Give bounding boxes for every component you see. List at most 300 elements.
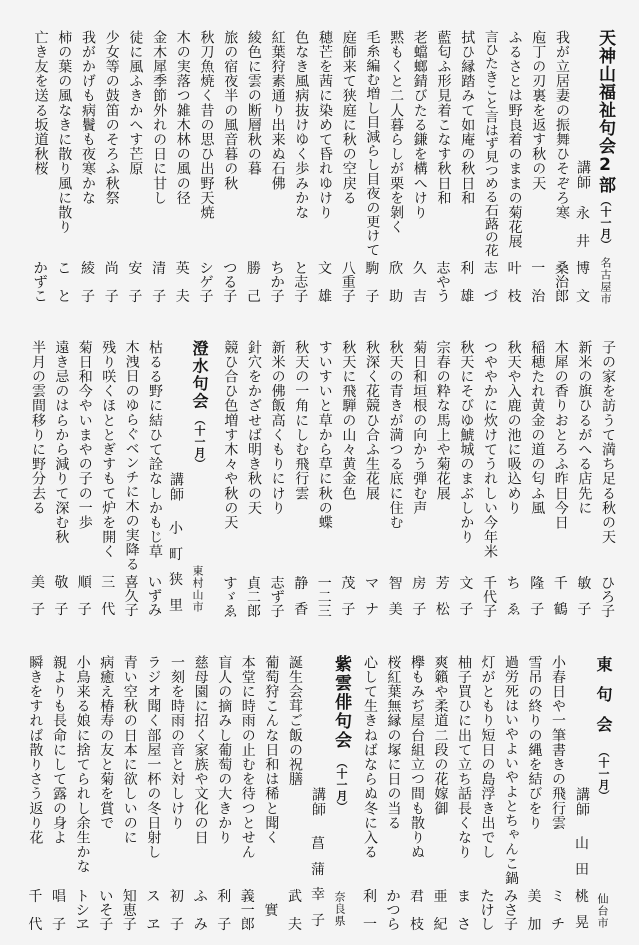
haiku-author (454, 890, 474, 932)
name-char: 房 (412, 576, 427, 592)
haiku-entry (73, 0, 93, 945)
name-char: 子 (124, 603, 139, 619)
haiku-entry (167, 0, 187, 945)
name-char: 亜 (433, 889, 448, 905)
haiku-text: 枯るる野に結ひて詮なしかもじ草 (147, 340, 163, 559)
name-char: 八 (341, 261, 356, 277)
name-char: 子 (54, 602, 69, 618)
haiku-text: 欅もみぢ屋台組立つ間も散りぬ (409, 655, 425, 860)
name-char: 子 (459, 602, 474, 618)
name-char: 叶 (507, 261, 522, 277)
name-char: 茂 (341, 576, 356, 592)
haiku-entry (49, 0, 72, 945)
name-char: 助 (389, 289, 404, 305)
name-char: 子 (104, 289, 119, 305)
name-char: 敏 (577, 576, 592, 592)
lecturer-name (572, 837, 592, 930)
name-char: 子 (217, 917, 232, 933)
name-char: 敬 (54, 575, 69, 591)
name-char: 芳 (435, 576, 450, 592)
name-char: 桑 (555, 261, 569, 277)
haiku-entry (407, 0, 427, 945)
haiku-text: 雪吊の終りの縄を結びをり (526, 655, 543, 831)
name-char: 小 (169, 521, 183, 537)
name-char: し (480, 917, 495, 933)
name-char: 利 (460, 261, 475, 277)
name-char: 駒 (365, 261, 380, 277)
name-char: 狭 (169, 572, 183, 589)
name-char: み (193, 917, 208, 933)
name-char: 美 (31, 575, 45, 591)
haiku-entry (120, 0, 143, 945)
haiku-author (214, 890, 234, 932)
name-char: 志 (483, 261, 498, 277)
haiku-text: 針穴をかざせば明き秋の天 (246, 340, 262, 516)
name-char: さ (504, 903, 518, 919)
name-char: こ (57, 261, 72, 277)
haiku-text: 青い空秋の日本に欲しいのに (121, 655, 138, 845)
haiku-text: 秋天にそびゆ鯱城のまぶしかり (458, 340, 475, 545)
name-char: 子 (223, 289, 238, 305)
name-char: ト (75, 889, 90, 905)
haiku-text: 秋深く花競ひ合ふ生花展 (364, 340, 380, 501)
name-char: 子 (341, 289, 356, 305)
haiku-text: 宗春の粋な馬上や菊花展 (434, 340, 451, 501)
haiku-text: 盲人の摘みし葡萄の大きかり (216, 655, 233, 845)
name-char: 吉 (412, 289, 427, 305)
name-char: 町 (169, 546, 183, 563)
name-char: み (504, 889, 518, 905)
name-char: 治 (531, 289, 546, 305)
haiku-entry (261, 0, 281, 945)
name-char: ゞ (223, 590, 238, 606)
name-char: ゑ (223, 604, 238, 620)
name-char: 子 (270, 604, 285, 620)
name-char: 枝 (410, 917, 424, 933)
name-char: 子 (128, 289, 143, 305)
name-char: 子 (270, 289, 285, 305)
name-char: 子 (412, 602, 427, 618)
name-char: ス (146, 889, 161, 905)
name-char: み (148, 603, 162, 619)
name-char: か (33, 261, 48, 277)
haiku-text: つややかに炊けてうれしい今年米 (482, 340, 498, 559)
name-char: 恵 (122, 903, 137, 919)
name-char: 綾 (81, 261, 95, 277)
name-char: 清 (152, 261, 167, 277)
haiku-author (25, 890, 45, 932)
name-char: ひ (601, 576, 615, 592)
name-char: ナ (365, 602, 379, 618)
haiku-author (73, 890, 93, 932)
haiku-entry (96, 0, 116, 945)
haiku-entry (598, 0, 618, 945)
name-char: 貞 (247, 576, 261, 592)
lecturer-name (308, 837, 328, 928)
section-month: （十一月） (597, 746, 610, 801)
name-char: 子 (152, 289, 167, 305)
name-char: す (223, 576, 238, 592)
haiku-author (96, 890, 116, 932)
haiku-text: 半月の雲間移りに野分去る (30, 340, 46, 516)
name-char: と (294, 261, 309, 277)
haiku-text: 灯がともり短日の島浮き出でし (479, 655, 496, 860)
haiku-author (120, 890, 140, 932)
section-title: 澄水句会 (190, 340, 209, 410)
name-char: 英 (175, 261, 190, 277)
haiku-text: 新米の旗ひるがへる店先に (576, 340, 593, 516)
haiku-text: ラジオ聞く部屋一杯の冬日射し (145, 655, 162, 860)
name-char: 雄 (460, 289, 475, 305)
name-char: ヱ (146, 917, 161, 933)
name-char: 子 (504, 917, 518, 933)
name-char: 千 (553, 576, 568, 592)
haiku-text: 金木犀季節外れの日に甘し (151, 30, 168, 206)
name-char: 代 (483, 590, 497, 606)
name-char: 夫 (175, 289, 190, 305)
haiku-text: 残り咲くほととぎすもて炉を開く (100, 340, 117, 559)
name-char: 君 (410, 889, 424, 905)
section-title: 天神山福祉句会2部 (595, 29, 615, 194)
name-char: 山 (575, 836, 589, 852)
name-char: 武 (288, 889, 302, 905)
name-char: 井 (576, 233, 590, 250)
section-place: 仙台市 (596, 893, 609, 929)
name-char: 田 (575, 862, 589, 879)
name-char: 子 (365, 289, 380, 305)
haiku-author (49, 890, 69, 932)
haiku-author (598, 576, 618, 620)
name-char: や (436, 275, 451, 291)
name-char: 枝 (507, 289, 522, 305)
haiku-text: 柿の葉の風なきに散り風に散り (56, 30, 73, 235)
name-char: 利 (217, 889, 232, 905)
haiku-entry (143, 0, 163, 945)
name-char: 香 (294, 602, 309, 618)
haiku-entry (384, 0, 404, 945)
name-char: 子 (577, 602, 592, 618)
name-char: か (270, 275, 285, 291)
name-char: ヱ (75, 917, 90, 933)
haiku-author (384, 890, 404, 932)
haiku-entry (525, 0, 545, 945)
name-char: 隆 (530, 576, 545, 592)
name-char: つ (386, 903, 401, 919)
haiku-text: 爽籟や柔道二段の花嫁御 (432, 655, 449, 816)
name-char: ゲ (199, 275, 214, 291)
name-char: 實 (264, 903, 279, 919)
name-char: 代 (101, 602, 116, 618)
name-char: 久 (124, 589, 139, 605)
name-char: 唱 (52, 889, 66, 905)
name-char: 紀 (433, 917, 448, 933)
haiku-text: 稲穂たれ黄金の道の匂ふ風 (529, 340, 546, 516)
name-char: さ (457, 917, 471, 933)
haiku-text: 亡き友を送る坂道秋桜 (32, 30, 49, 176)
haiku-text: 秋天に飛騨の山々黄金色 (340, 340, 357, 501)
section-month: （十一月） (599, 195, 612, 250)
name-char: 晃 (575, 914, 589, 931)
name-char: 二 (317, 590, 332, 606)
haiku-text: 菊日和今やいまやの子の一歩 (76, 340, 93, 530)
name-char: 子 (601, 604, 615, 620)
name-char: 子 (341, 602, 356, 618)
name-char: ふ (193, 889, 208, 905)
name-char: 文 (576, 288, 590, 305)
name-char: 幸 (311, 887, 325, 904)
name-char: 夫 (288, 917, 302, 933)
haiku-text: ふるさとは野良着のままの菊花展 (506, 30, 523, 249)
name-char: 子 (77, 602, 92, 618)
haiku-entry (285, 0, 305, 945)
haiku-entry (191, 0, 211, 945)
name-char: 初 (170, 889, 184, 905)
haiku-entry (548, 0, 568, 945)
haiku-text: 慈母園に招く家族や文化の日 (192, 655, 209, 845)
haiku-author (501, 890, 521, 932)
lecturer-label: 講師 (574, 787, 590, 817)
name-char: 蒲 (311, 861, 325, 878)
name-char: 加 (527, 917, 542, 933)
name-char: 子 (483, 604, 497, 620)
haiku-text: 遠き忌のはらから減りて深む秋 (53, 340, 70, 545)
name-char: ず (270, 590, 285, 606)
name-char: 静 (294, 576, 309, 592)
haiku-author (238, 890, 258, 932)
name-char: ろ (601, 590, 615, 606)
name-char: そ (99, 903, 114, 919)
name-char: ち (506, 576, 521, 592)
lecturer-label: 講師 (168, 472, 184, 502)
haiku-text: 老蟷螂錆びたる鎌を構へけり (411, 30, 428, 220)
haiku-text: 黙もくと二人暮らしが栗を剝く (388, 30, 405, 235)
haiku-author (261, 890, 281, 932)
haiku-entry (478, 0, 498, 945)
haiku-text: 小鳥来る娘に捨てられし余生かな (74, 655, 91, 874)
section-month: （十一月） (335, 757, 348, 812)
haiku-text: 木の実落つ雑木林の風の径 (174, 30, 191, 206)
name-char: づ (483, 289, 498, 305)
name-char: い (99, 889, 114, 905)
name-char: 子 (122, 917, 137, 933)
name-char: 三 (317, 604, 332, 620)
name-char: 郎 (555, 289, 569, 305)
name-char: る (223, 275, 238, 291)
haiku-text: 小春日や一筆書きの飛行雲 (550, 655, 566, 831)
haiku-text: 本堂に時雨の止むを待つとせん (239, 655, 256, 860)
name-char: 千 (483, 576, 497, 592)
name-char: 利 (363, 889, 377, 905)
name-char: 義 (240, 889, 255, 905)
name-char: 順 (77, 575, 92, 591)
name-char: 子 (530, 602, 545, 618)
haiku-text: 色なき風病抜けゆく歩みかな (293, 30, 310, 220)
haiku-text: 菊日和垣根の向かう弾む声 (411, 340, 428, 516)
name-char: 一 (531, 261, 546, 277)
haiku-author (478, 890, 498, 932)
haiku-text: 親よりも長命にして露の身よ (51, 655, 67, 845)
name-char: 子 (170, 917, 184, 933)
haiku-author (285, 890, 305, 932)
name-char: 永 (576, 206, 590, 222)
name-char: 安 (128, 261, 143, 277)
haiku-text: 木洩日のゆらぐベンチに木の実降る (123, 340, 140, 572)
haiku-text: 病癒え椿寿の友と菊を賞で (98, 655, 115, 831)
haiku-text: 少女等の鼓笛のそろふ秋祭 (103, 30, 120, 206)
haiku-entry (454, 0, 474, 945)
name-char: ず (148, 589, 162, 605)
name-char: 知 (122, 889, 137, 905)
haiku-text: 毛糸編む増し目減らし目夜の更けて (364, 30, 381, 258)
name-char: う (436, 289, 451, 305)
name-char: 子 (311, 912, 325, 929)
section-month: （十一月） (193, 414, 206, 469)
name-char: い (148, 575, 162, 591)
name-char: 子 (294, 289, 309, 305)
name-char: シ (199, 261, 214, 277)
section-place: 名古屋市 (599, 257, 612, 305)
haiku-text: 秋天の一角にしむ飛行雲 (293, 340, 310, 501)
haiku-entry (360, 0, 380, 945)
haiku-text: 木犀の香りおとろふ昨日今日 (552, 340, 569, 530)
name-char: 志 (294, 275, 309, 291)
haiku-text: 秋刀魚焼く昔の思ひ出野天焼 (198, 30, 215, 220)
name-char: か (386, 889, 401, 905)
name-char: シ (75, 903, 90, 919)
section-title: 東句会 (594, 656, 613, 746)
name-char: 千 (28, 889, 43, 905)
name-char: 重 (341, 275, 356, 291)
name-char: 菖 (311, 836, 325, 852)
haiku-text: 新米の佛飯高くもりにけり (269, 340, 286, 516)
name-char: た (480, 889, 495, 905)
lecturer-label: 講師 (310, 787, 326, 817)
lecturer-label: 講師 (575, 160, 591, 190)
name-char: 一 (317, 576, 332, 592)
name-char: ま (457, 889, 471, 905)
haiku-text: 子の家を訪うて満ち足る秋の天 (600, 340, 616, 545)
name-char: 子 (199, 289, 214, 305)
haiku-text: 誕生会茸ご飯の祝膳 (287, 655, 303, 787)
haiku-author (574, 577, 594, 617)
haiku-text: 旅の宿夜半の風音暮の秋 (222, 30, 239, 191)
name-char: チ (551, 917, 565, 933)
haiku-author (315, 576, 335, 620)
name-char: 里 (169, 597, 183, 614)
haiku-entry (501, 0, 521, 945)
name-char: ら (386, 917, 401, 933)
name-char: 二 (247, 590, 261, 606)
haiku-text: 秋天の青きが満つる底に住む (387, 340, 404, 530)
haiku-entry (214, 0, 234, 945)
haiku-text: 心して生きねばならぬ冬に入る (362, 655, 378, 860)
name-char: 一 (240, 903, 255, 919)
name-char: 松 (435, 602, 450, 618)
name-char: 志 (436, 261, 451, 277)
name-char: 代 (28, 917, 43, 933)
haiku-text: 過労死はいやよいやよとちゃんこ鍋 (503, 655, 519, 886)
name-char: ミ (551, 889, 565, 905)
haiku-text: 秋天や入鹿の池に吸込めり (505, 340, 522, 516)
name-char: 勝 (246, 261, 261, 277)
name-char: 桃 (575, 888, 589, 905)
name-char: 鶴 (553, 602, 568, 618)
haiku-text: 桜紅葉無縁の塚に日の当る (385, 655, 402, 831)
haiku-text: 綾色に雲の断層秋の暮 (245, 30, 262, 176)
haiku-text: 競ひ合ひ色増す木々や秋の天 (222, 340, 239, 530)
name-char: 智 (388, 576, 403, 592)
name-char: 郎 (247, 604, 261, 620)
haiku-entry (238, 0, 258, 945)
name-char: 志 (270, 576, 285, 592)
haiku-text: 言ひたきこと言はず見つめる石蕗の花 (482, 30, 499, 258)
haiku-text: 庖丁の刃裏を返す秋の天 (530, 30, 547, 191)
haiku-entry (25, 0, 45, 945)
haiku-text: すいすいと草から草に秋の蝶 (316, 340, 333, 530)
haiku-author (143, 890, 163, 932)
haiku-author (525, 890, 545, 932)
haiku-text: 徒に風ふきかへす芒原 (127, 30, 144, 176)
haiku-text: 我が立居妻の振舞ひそぞろ寒 (554, 30, 570, 220)
name-char: 喜 (124, 575, 139, 591)
section-title: 紫雲俳句会 (331, 655, 351, 750)
name-char: 欣 (389, 261, 404, 277)
haiku-text: 紅葉狩素通り出来ぬ石佛 (269, 30, 286, 191)
haiku-text: 我がかげも病鬢も夜寒かな (80, 30, 96, 206)
haiku-author (548, 890, 568, 932)
haiku-author (360, 890, 380, 932)
name-char: こ (33, 289, 48, 305)
haiku-author (431, 890, 451, 932)
name-char: 子 (81, 289, 95, 305)
name-char: 博 (576, 261, 590, 278)
name-char: ず (33, 275, 48, 291)
name-char: と (57, 289, 72, 305)
name-char: つ (223, 261, 238, 277)
name-char: 文 (459, 576, 474, 592)
name-char: 治 (555, 275, 569, 291)
name-char: 子 (31, 602, 45, 618)
haiku-author (407, 890, 427, 932)
name-char: ゑ (506, 602, 521, 618)
haiku-text: 拭ひ縁踏みて如庵の秋日和 (459, 30, 476, 206)
name-char: け (480, 903, 495, 919)
haiku-author (191, 890, 211, 932)
name-char: 雄 (318, 289, 332, 305)
haiku-text: 庭師来て狭庭に秋の空戻る (340, 30, 357, 206)
name-char: 子 (52, 917, 66, 933)
name-char: 尚 (104, 261, 119, 277)
haiku-author (338, 577, 358, 617)
name-char: 三 (101, 575, 116, 591)
name-char: 一 (363, 917, 377, 933)
haiku-author (167, 890, 187, 932)
haiku-text: 穂芒を茜に染めて昏れゆけり (317, 30, 333, 220)
name-char: 郎 (240, 917, 255, 933)
haiku-text: 藍匂ふ形見着こなす秋日和 (435, 30, 452, 206)
section-place: 奈良県 (333, 891, 346, 927)
haiku-text: 瞬きをすれば散りさう返り花 (27, 655, 44, 845)
haiku-text: 柚子買ひに出て立ち話長くなり (456, 655, 472, 860)
name-char: 文 (318, 261, 332, 277)
name-char: 美 (527, 889, 542, 905)
name-char: 久 (412, 261, 427, 277)
haiku-text: 一刻を時雨の音と対しけり (169, 655, 185, 831)
name-char: 子 (99, 917, 114, 933)
name-char: ち (270, 261, 285, 277)
name-char: マ (365, 576, 379, 592)
haiku-entry (431, 0, 451, 945)
